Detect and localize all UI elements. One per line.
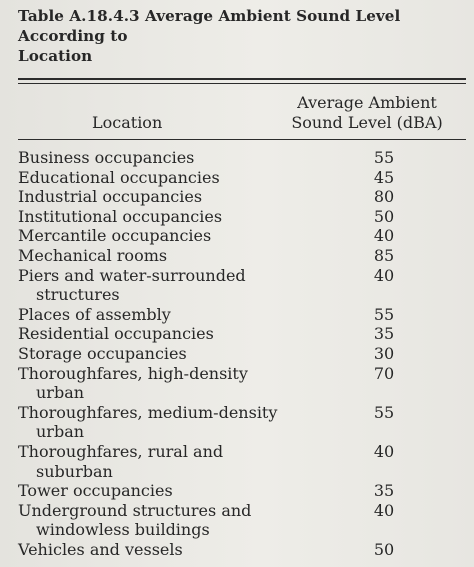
location-text: Mercantile occupancies: [18, 226, 212, 246]
location-text-continuation: suburban: [36, 461, 113, 481]
sound-level-cell: 55: [373, 148, 395, 167]
location-text: Educational occupancies: [18, 167, 220, 187]
header-rule: [18, 139, 466, 140]
table-row: [18, 305, 466, 325]
table-body: [18, 148, 466, 559]
sound-level-cell: 40: [373, 500, 395, 520]
table-title: [18, 6, 466, 66]
location-text: Storage occupancies: [18, 343, 187, 363]
sound-level-cell: 55: [373, 402, 395, 422]
location-cell: [18, 168, 348, 188]
table-header: [18, 84, 466, 139]
header-sound-level: [282, 93, 452, 133]
location-cell: [18, 501, 348, 540]
table-row: [18, 324, 466, 344]
location-cell: [18, 246, 348, 266]
location-cell: [18, 344, 348, 364]
location-text: Underground structures and: [18, 500, 252, 520]
table-row: [18, 187, 466, 207]
table-row: [18, 148, 466, 168]
top-rule-thick: [18, 78, 466, 80]
location-cell: [18, 364, 348, 403]
location-cell: [18, 148, 348, 168]
location-text-continuation: urban: [36, 383, 85, 403]
sound-level-cell: 35: [373, 481, 395, 501]
location-text: Vehicles and vessels: [18, 539, 183, 559]
location-text: Thoroughfares, medium-density: [18, 402, 278, 422]
location-cell: [18, 442, 348, 481]
location-cell: [18, 481, 348, 501]
location-cell: [18, 266, 348, 305]
location-cell: [18, 187, 348, 207]
table-row: [18, 168, 466, 188]
table-row: [18, 226, 466, 246]
location-cell: [18, 207, 348, 227]
location-cell: [18, 305, 348, 325]
location-text: Thoroughfares, rural and: [18, 441, 224, 461]
location-cell: [18, 540, 348, 560]
sound-level-cell: 70: [373, 363, 395, 383]
location-text: Business occupancies: [18, 148, 195, 167]
location-text: Thoroughfares, high-density: [18, 363, 248, 383]
location-cell: [18, 403, 348, 442]
table-title-line-2: Location: [18, 47, 93, 65]
header-sound-level-line-1: Average Ambient: [297, 93, 437, 112]
table-row: [18, 481, 466, 501]
table-row: [18, 246, 466, 266]
location-text-continuation: windowless buildings: [36, 520, 210, 540]
sound-level-cell: 35: [373, 324, 395, 344]
sound-level-cell: 40: [373, 265, 395, 285]
table-row: [18, 344, 466, 364]
location-text-continuation: urban: [36, 422, 85, 442]
sound-level-cell: 55: [373, 304, 395, 324]
location-text: Places of assembly: [18, 304, 171, 324]
sound-level-cell: 30: [373, 343, 395, 363]
location-text: Piers and water-surrounded: [18, 265, 246, 285]
table-row: [18, 501, 466, 540]
table-row: [18, 442, 466, 481]
table-row: [18, 540, 466, 560]
sound-level-cell: 45: [373, 167, 395, 187]
location-text: Residential occupancies: [18, 324, 214, 344]
table-row: [18, 207, 466, 227]
location-text: Industrial occupancies: [18, 187, 203, 207]
location-text: Tower occupancies: [18, 481, 173, 501]
location-text: Institutional occupancies: [18, 206, 223, 226]
sound-level-cell: 50: [373, 206, 395, 226]
sound-level-cell: 40: [373, 441, 395, 461]
table-title-line-1: Table A.18.4.3 Average Ambient Sound Level According to: [18, 7, 401, 45]
header-sound-level-line-2: Sound Level (dBA): [291, 113, 443, 132]
location-text: Mechanical rooms: [18, 245, 168, 265]
sound-level-cell: 50: [373, 539, 395, 559]
header-location: Location: [92, 113, 163, 132]
table-row: [18, 403, 466, 442]
location-cell: [18, 324, 348, 344]
table-row: [18, 364, 466, 403]
sound-level-cell: 40: [373, 226, 395, 246]
location-cell: [18, 226, 348, 246]
sound-level-cell: 80: [373, 187, 395, 207]
table-row: [18, 266, 466, 305]
sound-level-cell: 85: [373, 245, 395, 265]
location-text-continuation: structures: [36, 285, 120, 305]
